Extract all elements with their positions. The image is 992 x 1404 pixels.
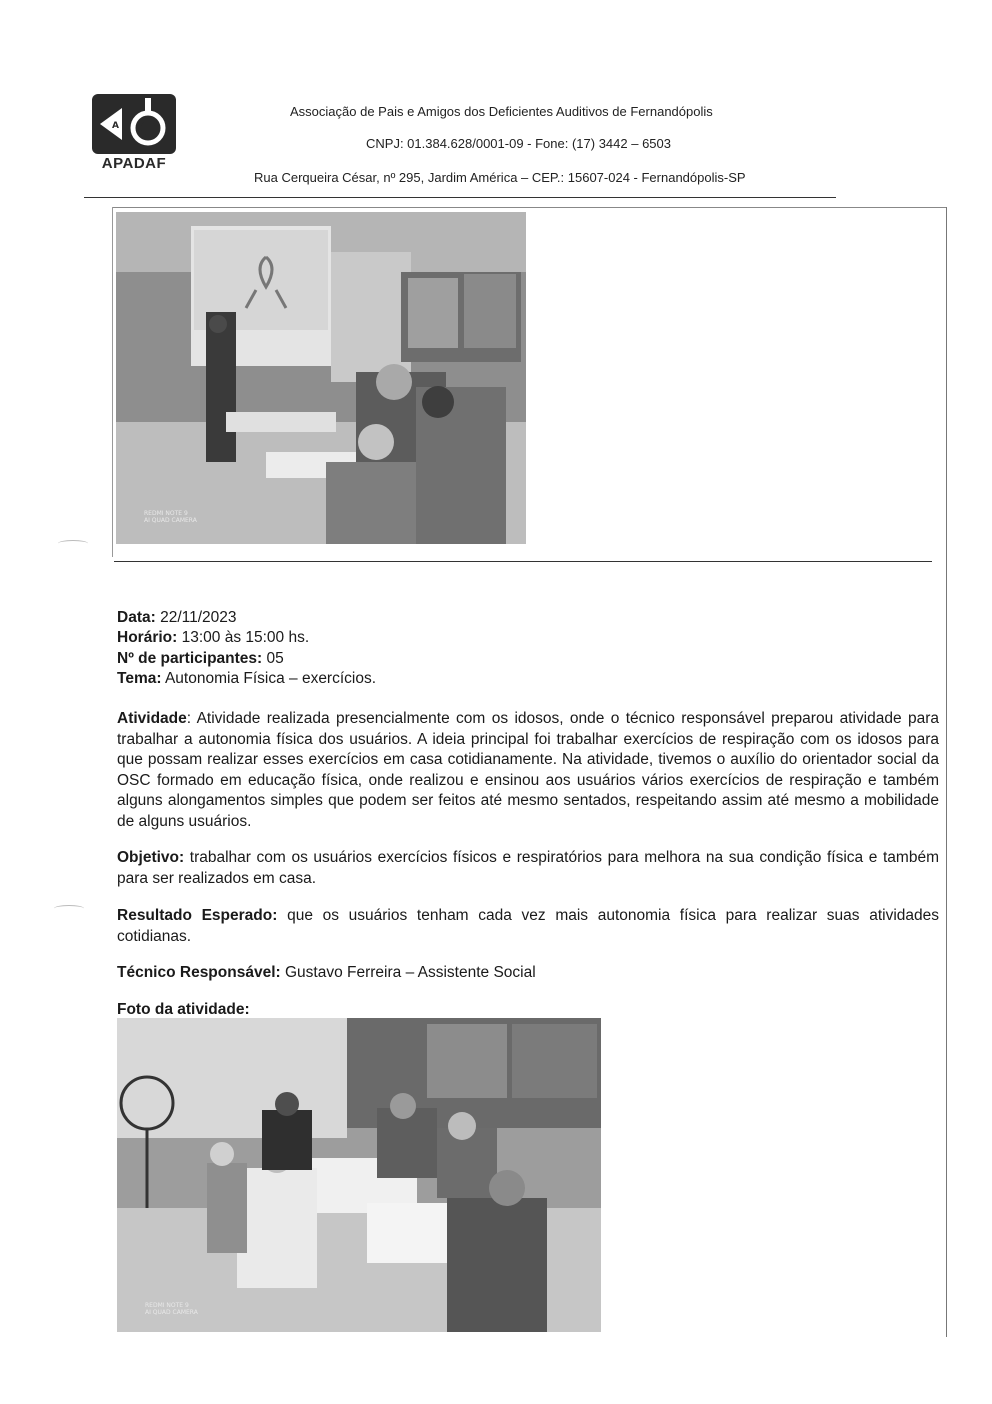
svg-text:A: A [112, 121, 119, 131]
header-rule [84, 197, 836, 198]
frame-border-left [112, 207, 113, 557]
expected-result-paragraph: Resultado Esperado: que os usuários tenham cada vez mais autonomia física para realizar suas atividades cotidianas. [117, 907, 940, 945]
activity-photo-presentation [116, 212, 526, 544]
photo-caption: Foto da atividade: [117, 1001, 250, 1018]
frame-border-top [112, 207, 946, 208]
participants-line: Nº de participantes: 05 [117, 650, 284, 667]
activity-photo-exercises [117, 1018, 601, 1332]
date-line: Data: 22/11/2023 [117, 609, 237, 626]
camera-watermark-2: REDMI NOTE 9 AI QUAD CAMERA [145, 1302, 198, 1316]
scan-mark [58, 540, 88, 547]
scan-mark [54, 905, 84, 912]
section-rule [114, 561, 932, 562]
theme-line: Tema: Autonomia Física – exercícios. [117, 670, 377, 687]
time-line: Horário: 13:00 às 15:00 hs. [117, 629, 310, 646]
frame-border-right [946, 207, 947, 1337]
activity-paragraph: Atividade: Atividade realizada presencialmente com os idosos, onde o técnico responsável preparou atividade para trabalhar a autonomia física dos usuários. A ideia principal foi trabalhar exercícios de respiração com os idosos para que possam realizar esses exercícios em casa cotidianamente. Na atividade, tivemos o auxílio do orientador social da OSC formado em educação física, onde realizou e ensinou aos usuários vários exercícios de respiração e também alguns alongamentos simples que podem ser feitos até mesmo sentados, respeitando assim até mesmo a mobilidade de alguns usuários. [117, 710, 939, 830]
org-name: Associação de Pais e Amigos dos Deficientes Auditivos de Fernandópolis [290, 104, 713, 119]
org-address: Rua Cerqueira César, nº 295, Jardim América – CEP.: 15607-024 - Fernandópolis-SP [254, 170, 746, 185]
objective-paragraph: Objetivo: trabalhar com os usuários exercícios físicos e respiratórios para melhora na sua condição física e também para ser realizados em casa. [117, 849, 939, 887]
apadaf-logo [88, 94, 180, 174]
org-contact: CNPJ: 01.384.628/0001-09 - Fone: (17) 3442 – 6503 [366, 136, 671, 151]
logo-emblem [92, 94, 176, 154]
technician-line: Técnico Responsável: Gustavo Ferreira – Assistente Social [117, 964, 536, 981]
camera-watermark-1: REDMI NOTE 9 AI QUAD CAMERA [144, 510, 197, 524]
logo-text: APADAF [101, 155, 167, 172]
